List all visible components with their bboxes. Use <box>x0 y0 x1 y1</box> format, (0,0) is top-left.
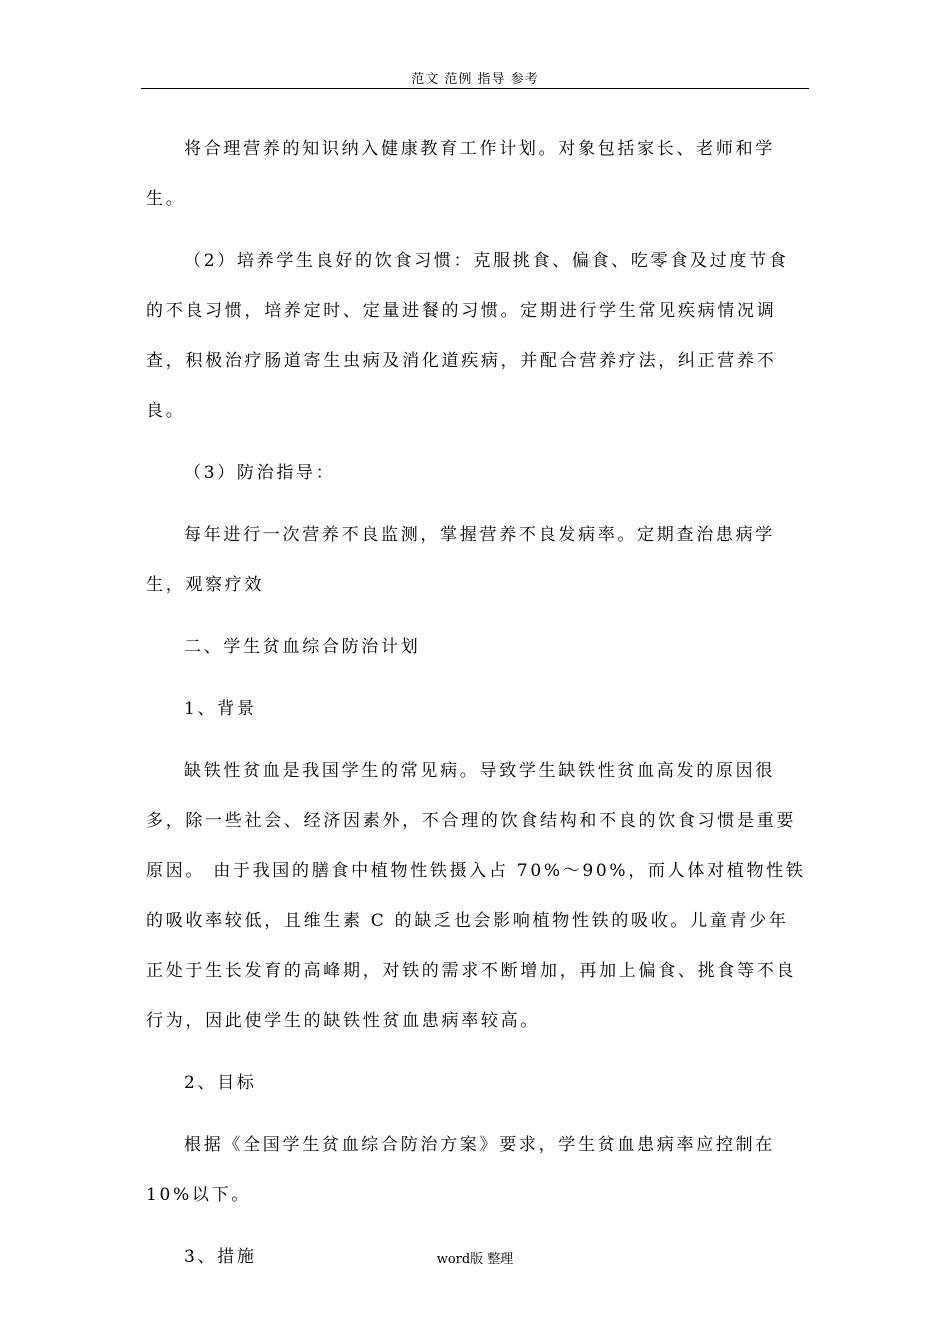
paragraph-4: 每年进行一次营养不良监测，掌握营养不良发病率。定期查治患病学生，观察疗效 <box>146 525 775 595</box>
page-header: 范文 范例 指导 参考 <box>411 72 539 87</box>
paragraph-2: （2）培养学生良好的饮食习惯：克服挑食、偏食、吃零食及过度节食的不良习惯，培养定时、定量进餐的习惯。定期进行学生常见疾病情况调查，积极治疗肠道寄生虫病及消化道疾病，并配合营养疗法，纠正营养不良。 <box>146 251 789 421</box>
subheading-measures: 3、措施 <box>184 1247 257 1267</box>
section-heading: 二、学生贫血综合防治计划 <box>184 637 421 657</box>
header-divider <box>141 88 809 89</box>
subheading-goal: 2、目标 <box>184 1073 257 1093</box>
paragraph-background: 缺铁性贫血是我国学生的常见病。导致学生缺铁性贫血高发的原因很多，除一些社会、经济因素外，不合理的饮食结构和不良的饮食习惯是重要原因。 由于我国的膳食中植物性铁摄入占 70%～90%，而人体对植物性铁的吸收率较低，且维生素 C 的缺乏也会影响植物性铁的吸收。儿童青少年正处于生长发育的高峰期，对铁的需求不断增加，再加上偏食、挑食等不良行为，因此使学生的缺铁性贫血患病率较高。 <box>146 761 806 1031</box>
paragraph-goal: 根据《全国学生贫血综合防治方案》要求，学生贫血患病率应控制在 10%以下。 <box>146 1135 775 1205</box>
paragraph-3: （3）防治指导： <box>184 463 336 483</box>
subheading-background: 1、背景 <box>184 699 257 719</box>
page-footer: word版 整理 <box>436 1252 514 1267</box>
paragraph-1: 将合理营养的知识纳入健康教育工作计划。对象包括家长、老师和学生。 <box>146 139 775 209</box>
document-body <box>146 124 808 1282</box>
